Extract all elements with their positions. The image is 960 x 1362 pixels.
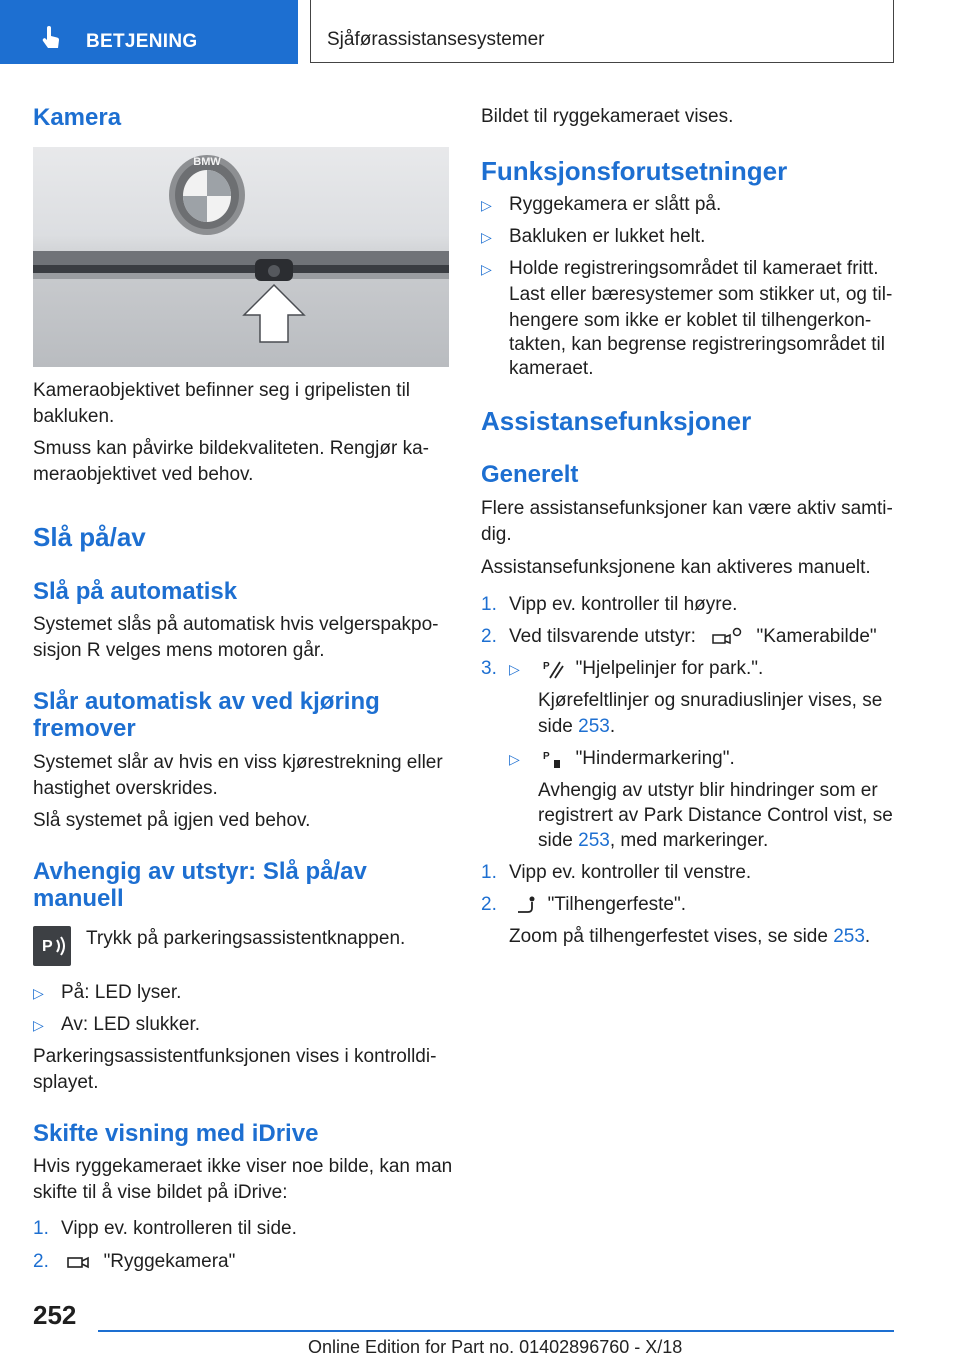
svg-text:P: P [543,660,550,672]
list-item-cont: takten, kan begrense registreringsområdet til [509,334,885,355]
list-item: 2. Ved tilsvarende utstyr: "Kamerabilde" [481,626,877,647]
manual-heading: manuell [33,885,124,912]
page-link[interactable]: 253 [833,926,865,947]
idrive-heading: Skifte visning med iDrive [33,1120,319,1147]
caption-line: Kameraobjektivet befinner seg i gripelisten til [33,380,411,401]
off-text: Slå systemet på igjen ved behov. [33,810,311,831]
general-text: Flere assistansefunksjoner kan være aktiv samti- [481,498,893,519]
list-item: 1. Vipp ev. kontroller til venstre. [481,862,752,883]
assist-heading: Assistansefunksjoner [481,406,752,436]
obstacle-marking-icon [542,748,564,770]
list-item: ▷ Ryggekamera er slått på. [481,192,721,218]
guide-lines-icon [542,658,564,680]
svg-text:P: P [42,938,53,955]
slaa-heading: Slå på/av [33,522,146,552]
list-item-cont: side 253. [538,716,616,737]
prereq-heading: Funksjonsforutsetninger [481,156,788,186]
list-item-cont: registrert av Park Distance Control vist, se [538,805,893,826]
triangle-bullet-icon: ▷ [481,229,492,245]
footer-divider [98,1330,894,1332]
caption-line: bakluken. [33,406,115,427]
camera-gear-icon [707,626,747,648]
auto-text: Systemet slås på automatisk hvis velgerspakpo- [33,614,439,635]
list-item: 1. Vipp ev. kontroller til høyre. [481,594,738,615]
kamera-heading: Kamera [33,104,122,131]
list-item-cont: Kjørefeltlinjer og snuradiuslinjer vises, se [538,690,883,711]
auto-text: sisjon R velges mens motoren går. [33,640,325,661]
rear-camera-icon [66,1252,92,1272]
list-item: ▷ På: LED lyser. [33,980,181,1006]
section-label: BETJENING [86,31,198,52]
manual-text: Trykk på parkeringsassistentknappen. [86,928,406,949]
page-link[interactable]: 253 [578,716,610,737]
hand-pointer-icon [38,25,64,51]
triangle-bullet-icon: ▷ [509,661,520,677]
idrive-text: Hvis ryggekameraet ikke viser noe bilde, kan man [33,1156,453,1177]
list-item: 2. "Ryggekamera" [33,1251,236,1272]
list-item: 1. Vipp ev. kontrolleren til side. [33,1218,297,1239]
off-heading: fremover [33,715,136,742]
triangle-bullet-icon: ▷ [481,261,492,277]
idrive-text: skifte til å vise bildet på iDrive: [33,1182,288,1203]
general-heading: Generelt [481,461,579,488]
list-item-cont: kameraet. [509,358,594,379]
edition-text: Online Edition for Part no. 01402896760 - X/18 [308,1337,683,1357]
list-item-cont: Avhengig av utstyr blir hindringer som er [538,780,878,801]
page-number: 252 [33,1300,77,1330]
chapter-header [310,0,894,63]
page-link[interactable]: 253 [578,830,610,851]
triangle-bullet-icon: ▷ [481,197,492,213]
parking-assist-button-icon [33,926,71,966]
list-item: ▷ Bakluken er lukket helt. [481,224,705,250]
list-item: ▷ Holde registreringsområdet til kameraet fritt. [481,256,879,282]
off-text: Systemet slår av hvis en viss kjørestrekning eller [33,752,443,773]
list-item-cont: hengere som ikke er koblet til tilhengerkon- [509,310,872,331]
logo-text: BMW [193,156,221,168]
caption-line: meraobjektivet ved behov. [33,464,254,485]
triangle-bullet-icon: ▷ [509,751,520,767]
caption-line: Smuss kan påvirke bildekvaliteten. Rengjør ka- [33,438,430,459]
list-item: 2. "Tilhengerfeste". [481,894,687,915]
triangle-bullet-icon: ▷ [33,985,44,1001]
list-item-cont: Zoom på tilhengerfestet vises, se side 253. [509,926,871,947]
chapter-title: Sjåførassistansesystemer [327,29,545,50]
camera-photo [33,147,449,367]
off-heading: Slår automatisk av ved kjøring [33,688,380,715]
list-item-cont: Last eller bæresystemer som stikker ut, og til- [509,284,893,305]
list-item: ▷ Av: LED slukker. [33,1012,200,1038]
list-item: 3. ▷ P "Hjelpelinjer for park.". [481,656,763,682]
general-text: dig. [481,524,512,545]
section-tab [0,0,298,64]
display-text: splayet. [33,1072,99,1093]
camera-photo-image [33,147,449,367]
intro-text: Bildet til ryggekameraet vises. [481,106,734,127]
auto-heading: Slå på automatisk [33,578,238,605]
triangle-bullet-icon: ▷ [33,1017,44,1033]
list-item: ▷ P "Hindermarkering". [509,746,735,772]
general-text: Assistansefunksjonene kan aktiveres manuelt. [481,557,871,578]
trailer-hitch-icon [514,894,536,916]
display-text: Parkeringsassistentfunksjonen vises i kontrolldi- [33,1046,437,1067]
list-item-cont: side 253, med markeringer. [538,830,769,851]
off-text: hastighet overskrides. [33,778,218,799]
svg-text:P: P [543,750,550,762]
manual-heading: Avhengig av utstyr: Slå på/av [33,858,367,885]
